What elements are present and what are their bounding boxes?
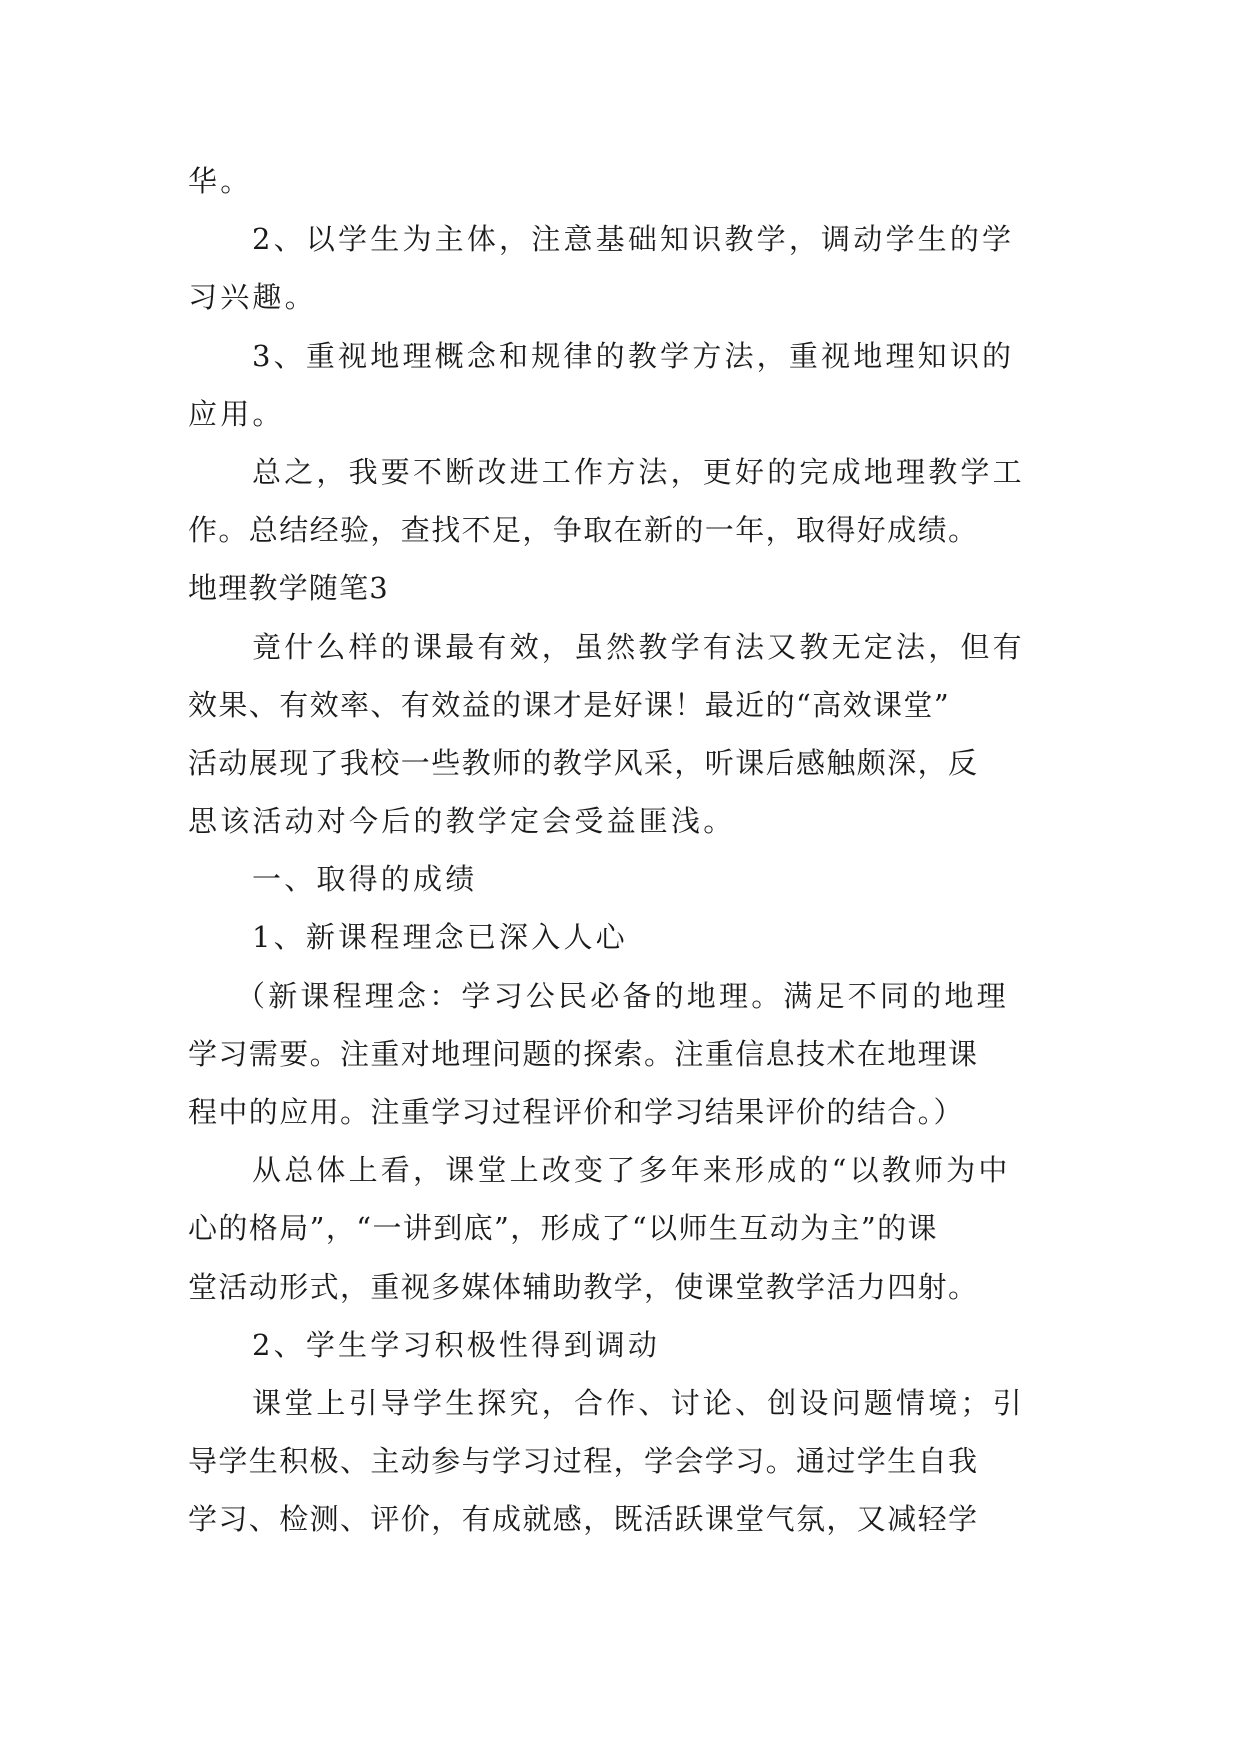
text-line: 从总体上看，课堂上改变了多年来形成的“以教师为中 (252, 1153, 1011, 1188)
text-line: 活动展现了我校一些教师的教学风采，听课后感触颇深，反 (188, 745, 979, 780)
text-line: 华。 (188, 164, 253, 198)
text-line: 习兴趣。 (188, 280, 317, 315)
text-line: 3、重视地理概念和规律的教学方法，重视地理知识的 (252, 338, 1015, 373)
text-line: 课堂上引导学生探究，合作、讨论、创设问题情境；引 (252, 1385, 1025, 1420)
text-line: 总之，我要不断改进工作方法，更好的完成地理教学工 (252, 454, 1025, 489)
text-line: 思该活动对今后的教学定会受益匪浅。 (188, 804, 736, 839)
text-line: 作。总结经验，查找不足，争取在新的一年，取得好成绩。 (188, 513, 979, 548)
text-line: 应用。 (188, 396, 285, 431)
text-line: 学习需要。注重对地理问题的探索。注重信息技术在地理课 (188, 1036, 979, 1071)
text-line: （新课程理念：学习公民必备的地理。满足不同的地理 (236, 978, 1009, 1013)
text-line: 效果、有效率、有效益的课才是好课！最近的“高效课堂” (188, 687, 951, 722)
text-line: 学习、检测、评价，有成就感，既活跃课堂气氛，又减轻学 (188, 1502, 979, 1537)
subsection-heading: 2、学生学习积极性得到调动 (252, 1327, 661, 1362)
text-line: 程中的应用。注重学习过程评价和学习结果评价的结合。） (188, 1095, 964, 1129)
document-page (188, 152, 1058, 1549)
text-line: 堂活动形式，重视多媒体辅助教学，使课堂教学活力四射。 (188, 1269, 979, 1304)
text-line: 2、以学生为主体，注意基础知识教学，调动学生的学 (252, 222, 1015, 257)
text-line: 导学生积极、主动参与学习过程，学会学习。通过学生自我 (188, 1444, 979, 1479)
subsection-heading: 一、取得的成绩 (252, 862, 478, 897)
text-line: 心的格局”，“一讲到底”，形成了“以师生互动为主”的课 (188, 1211, 938, 1246)
subsection-heading: 1、新课程理念已深入人心 (252, 920, 628, 955)
section-title: 地理教学随笔3 (188, 571, 389, 606)
text-line: 竟什么样的课最有效，虽然教学有法又教无定法，但有 (252, 629, 1025, 664)
